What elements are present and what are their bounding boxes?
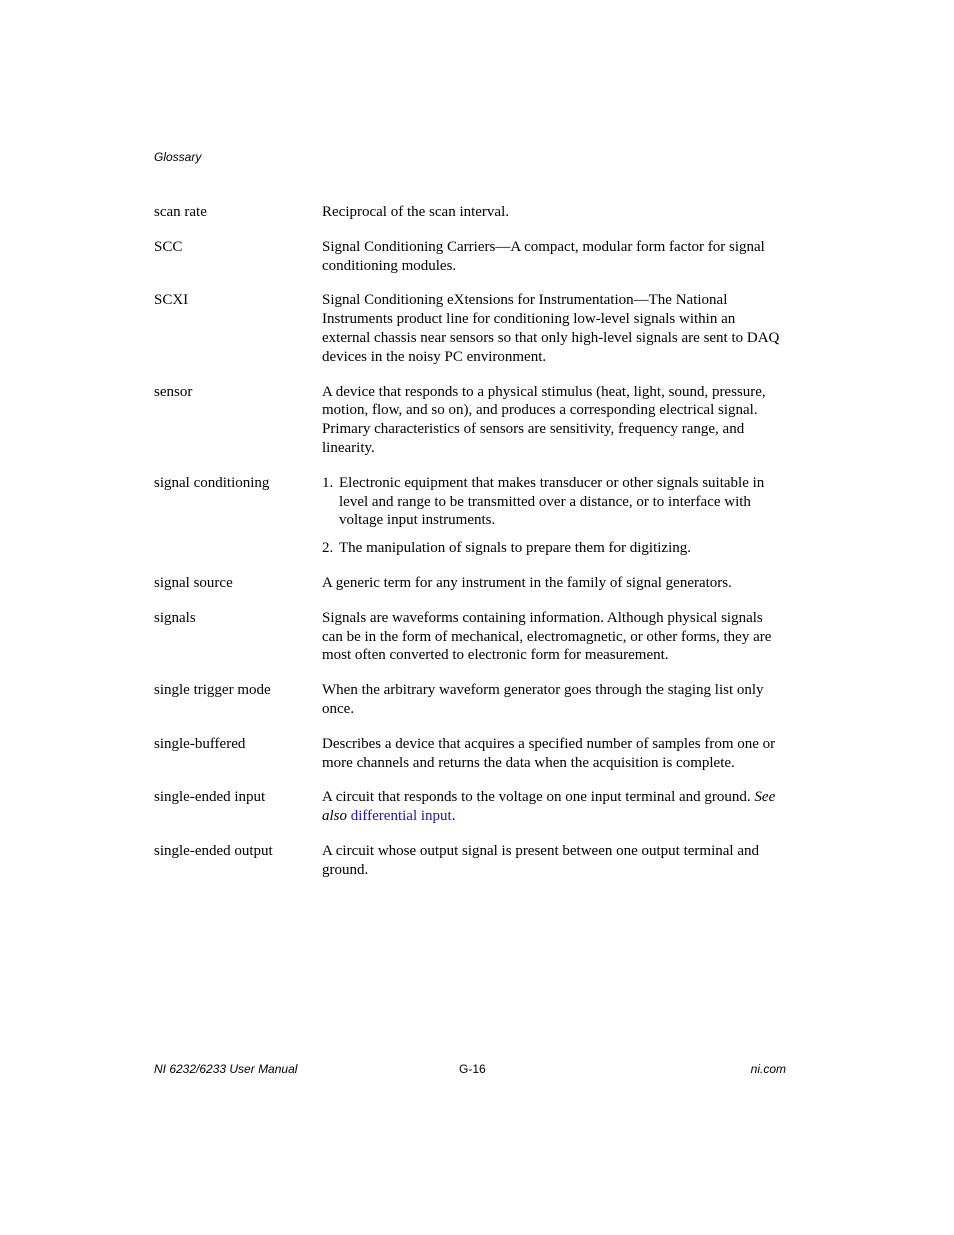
glossary-entry [154, 383, 786, 458]
glossary-definition: Signal Conditioning Carriers—A compact, modular form factor for signal conditioning modules. [322, 238, 765, 274]
end-punctuation: . [451, 808, 456, 825]
footer-website: ni.com [750, 1062, 786, 1076]
glossary-definition [322, 788, 786, 826]
item-text: The manipulation of signals to prepare them for digitizing. [339, 540, 691, 557]
glossary-term: sensor [154, 383, 193, 400]
glossary-definition: When the arbitrary waveform generator goes through the staging list only once. [322, 682, 764, 717]
item-number: 2. [322, 540, 334, 557]
glossary-entry [154, 574, 786, 593]
glossary-entry [154, 291, 786, 366]
glossary-term: scan rate [154, 204, 207, 220]
glossary-entry [154, 735, 786, 773]
glossary-entry [154, 609, 786, 665]
page-number: G-16 [459, 1062, 486, 1076]
glossary-entry [154, 203, 786, 222]
glossary-definition: A device that responds to a physical stimulus (heat, light, sound, pressure, motion, flow, and so on), and produces a corresponding electrical signal. Primary characteristics of sensors are sensitivity, frequency range, and linearity. [322, 383, 766, 456]
see-also-label: See also [322, 789, 776, 825]
glossary-definition: Signal Conditioning eXtensions for Instrumentation—The National Instruments product line for conditioning low-level signals within an external chassis near sensors so that only high-level signals are sent to DAQ devices in the noisy PC environment. [322, 292, 780, 365]
glossary-entry [154, 474, 786, 558]
footer-manual-title: NI 6232/6233 User Manual [154, 1062, 298, 1076]
glossary-definition: Reciprocal of the scan interval. [322, 204, 510, 220]
glossary-definition: Signals are waveforms containing information. Although physical signals can be in the form of mechanical, electromagnetic, or other forms, they are most often converted to electronic form for measurement. [322, 609, 772, 664]
glossary-term: single-buffered [154, 735, 246, 752]
glossary-term: single trigger mode [154, 682, 271, 699]
running-header: Glossary [154, 150, 202, 164]
glossary-term: SCC [154, 238, 183, 255]
glossary-term: single-ended output [154, 842, 273, 859]
glossary-definition [322, 474, 786, 558]
glossary-list [154, 203, 786, 896]
definition-text: A circuit that responds to the voltage on one input terminal and ground. [322, 789, 751, 806]
glossary-entry [154, 238, 786, 276]
glossary-term: single-ended input [154, 789, 266, 806]
glossary-entry [154, 842, 786, 880]
glossary-definition: A generic term for any instrument in the family of signal generators. [322, 574, 732, 591]
glossary-definition: A circuit whose output signal is present between one output terminal and ground. [322, 842, 759, 878]
glossary-entry [154, 681, 786, 719]
item-text: Electronic equipment that makes transducer or other signals suitable in level and range to be transmitted over a distance, or to interface with voltage input instruments. [339, 474, 765, 529]
glossary-term: signal source [154, 574, 233, 591]
glossary-entry [154, 788, 786, 826]
glossary-term: signal conditioning [154, 474, 270, 491]
definition-item [322, 474, 786, 530]
glossary-term: SCXI [154, 292, 189, 309]
item-number: 1. [322, 474, 334, 491]
glossary-definition: Describes a device that acquires a specified number of samples from one or more channels and returns the data when the acquisition is complete. [322, 735, 776, 771]
see-also-link[interactable]: differential input [350, 808, 452, 825]
definition-list [322, 474, 786, 558]
glossary-term: signals [154, 609, 196, 626]
definition-item [322, 539, 786, 558]
